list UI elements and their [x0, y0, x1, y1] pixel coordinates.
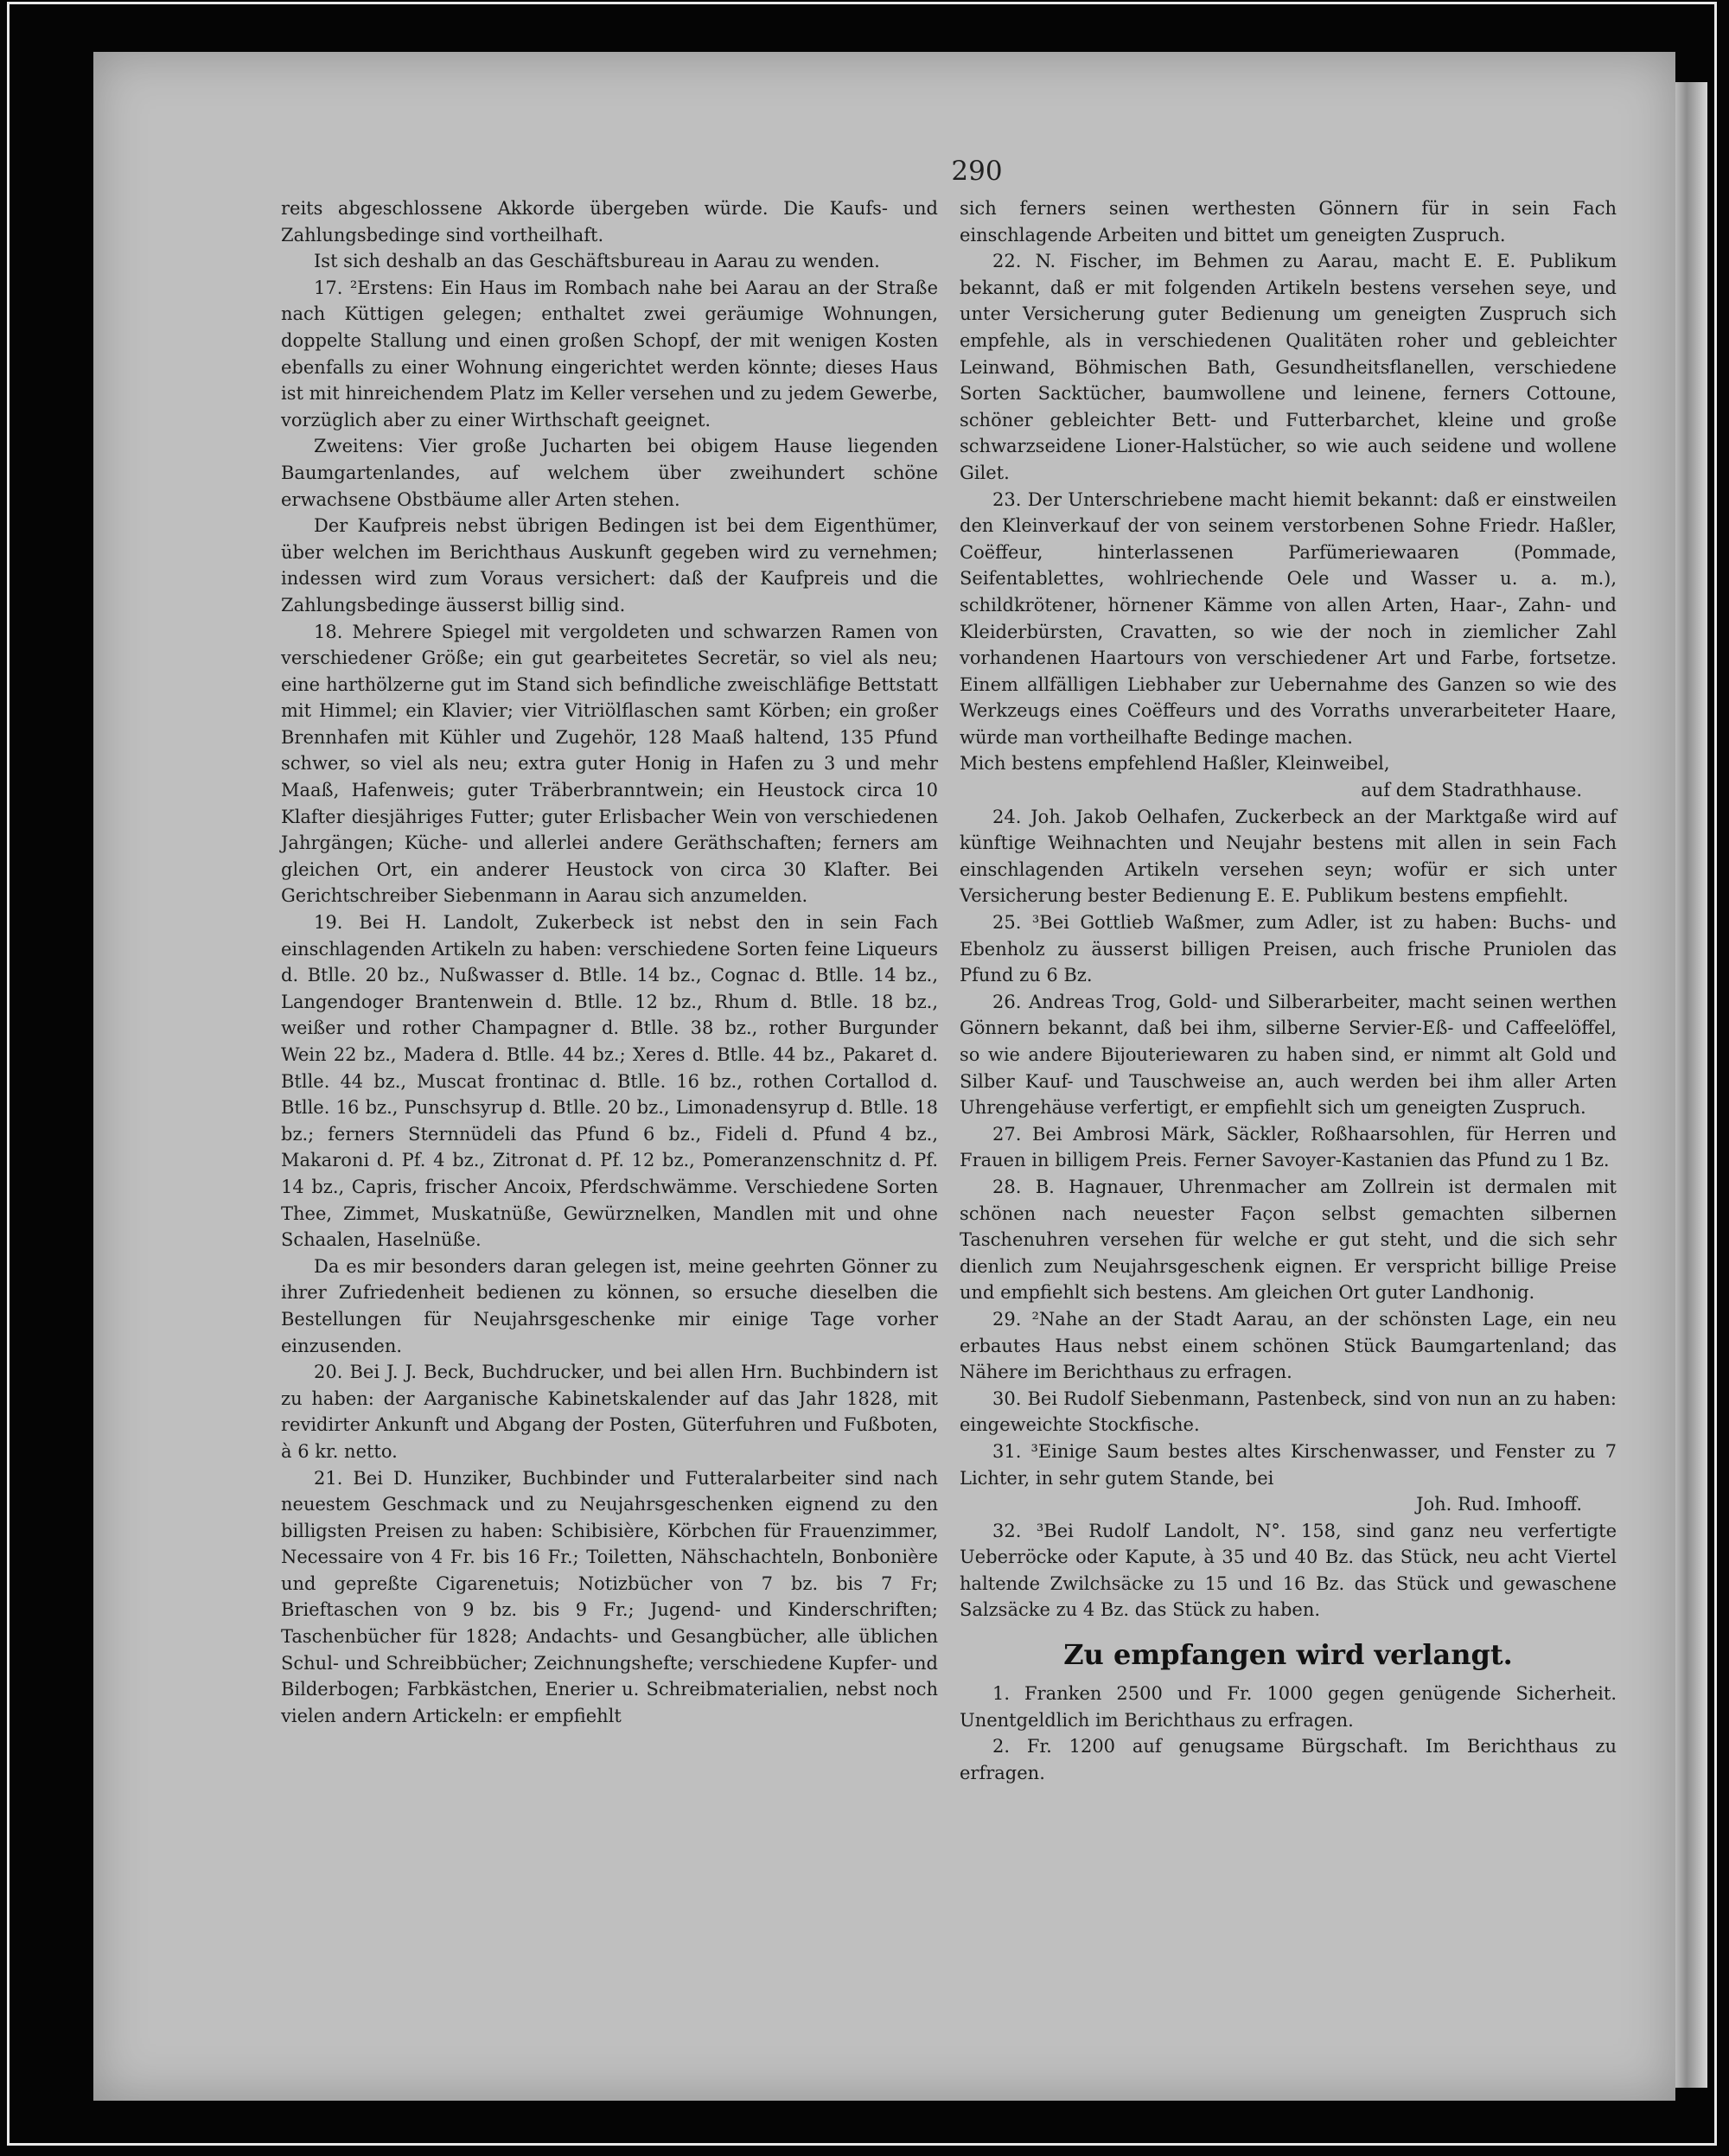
- paragraph: 29. ²Nahe an der Stadt Aarau, an der schönsten Lage, ein neu erbautes Haus nebst einem schönen Stück Baumgartenland; das Nähere im Berichthaus zu erfragen.: [960, 1308, 1617, 1383]
- paragraph: Da es mir besonders daran gelegen ist, meine geehrten Gönner zu ihrer Zufriedenheit bedienen zu können, so ersuche dieselben die Bestellungen für Neujahrsgeschenke mir einige Tage vorher einzusenden.: [281, 1255, 938, 1356]
- paragraph: sich ferners seinen werthesten Gönnern für in sein Fach einschlagende Arbeiten und bittet um geneigten Zuspruch.: [960, 198, 1617, 246]
- paragraph: reits abgeschlossene Akkorde übergeben würde. Die Kaufs- und Zahlungsbedinge sind vortheilhaft.: [281, 198, 938, 246]
- paragraph: 1. Franken 2500 und Fr. 1000 gegen genügende Sicherheit. Unentgeldlich im Berichthaus zu erfragen.: [960, 1683, 1617, 1731]
- section-heading: Zu empfangen wird verlangt.: [1063, 1638, 1513, 1672]
- signature-line: auf dem Stadrathhause.: [1361, 780, 1582, 801]
- paragraph: 24. Joh. Jakob Oelhafen, Zuckerbeck an der Marktgaße wird auf künftige Weihnachten und Neujahr bestens mit allen in sein Fach einschlagenden Artikeln versehen seyn; wofür er sich unter Versicherung bester Bedienung E. E. Publikum bestens empfiehlt.: [960, 806, 1617, 907]
- frame-border-right: [1714, 2, 1717, 2144]
- paragraph: 28. B. Hagnauer, Uhrenmacher am Zollrein ist dermalen mit schönen nach neuester Façon selbst gemachten silbernen Taschenuhren versehen für welche er gut steht, und die sich sehr dienlich zum Neujahrsgeschenk eignen. Er verspricht billige Preise und empfiehlt sich bestens. Am gleichen Ort guter Landhonig.: [960, 1176, 1617, 1304]
- paragraph: 32. ³Bei Rudolf Landolt, N°. 158, sind ganz neu verfertigte Ueberröcke oder Kapute, à 35 und 40 Bz. das Stück, neu acht Viertel haltende Zwilchsäcke zu 15 und 16 Bz. das Stück und gewaschene Salzsäcke zu 4 Bz. das Stück zu haben.: [960, 1520, 1617, 1621]
- paragraph: 25. ³Bei Gottlieb Waßmer, zum Adler, ist zu haben: Buchs- und Ebenholz zu äusserst billigen Preisen, auch frische Pruniolen das Pfund zu 6 Bz.: [960, 912, 1617, 986]
- signature-line: Joh. Rud. Imhooff.: [1416, 1494, 1582, 1515]
- paragraph: Zweitens: Vier große Jucharten bei obigem Hause liegenden Baumgartenlandes, auf welchem über zweihundert schöne erwachsene Obstbäume aller Arten stehen.: [281, 436, 938, 510]
- paragraph: 20. Bei J. J. Beck, Buchdrucker, und bei allen Hrn. Buchbindern ist zu haben: der Aarganische Kabinetskalender auf das Jahr 1828, mit revidirter Ankunft und Abgang der Posten, Güterfuhren und Fußboten, à 6 kr. netto.: [281, 1362, 938, 1462]
- left-column: [281, 195, 938, 1729]
- paragraph: Ist sich deshalb an das Geschäftsbureau in Aarau zu wenden.: [314, 251, 880, 272]
- paragraph: 21. Bei D. Hunziker, Buchbinder und Futteralarbeiter sind nach neuestem Geschmack und zu Neujahrsgeschenken eignend zu den billigsten Preisen zu haben: Schibisière, Körbchen für Frauenzimmer, Necessaire von 4 Fr. bis 16 Fr.; Toiletten, Nähschachteln, Bonbonière und gepreßte Cigarenetuis; Notizbücher von 7 bz. bis 7 Fr; Brieftaschen von 9 bz. bis 9 Fr.; Jugend- und Kinderschriften; Taschenbücher für 1828; Andachts- und Gesangbücher, alle üblichen Schul- und Schreibbücher; Zeichnungshefte; verschiedene Kupfer- und Bilderbogen; Farbkästchen, Enerier u. Schreibmaterialien, nebst noch vielen andern Artickeln: er empfiehlt: [281, 1467, 938, 1726]
- page-number: 290: [951, 156, 1003, 187]
- frame-border-bottom: [7, 2143, 1717, 2146]
- paragraph: 2. Fr. 1200 auf genugsame Bürgschaft. Im Berichthaus zu erfragen.: [960, 1736, 1617, 1783]
- paragraph: 19. Bei H. Landolt, Zukerbeck ist nebst den in sein Fach einschlagenden Artikeln zu haben: verschiedene Sorten feine Liqueurs d. Btlle. 20 bz., Nußwasser d. Btlle. 14 bz., Cognac d. Btlle. 14 bz., Langendoger Brantenwein d. Btlle. 12 bz., Rhum d. Btlle. 18 bz., weißer und rother Champagner d. Btlle. 38 bz., rother Burgunder Wein 22 bz., Madera d. Btlle. 44 bz.; Xeres d. Btlle. 44 bz., Pakaret d. Btlle. 44 bz., Muscat frontinac d. Btlle. 16 bz., rothen Cortallod d. Btlle. 16 bz., Punschsyrup d. Btlle. 20 bz., Limonadensyrup d. Btlle. 18 bz.; ferners Sternnüdeli das Pfund 6 bz., Fideli d. Pfund 4 bz., Makaroni d. Pf. 4 bz., Zitronat d. Pf. 12 bz., Pomeranzenschnitz d. Pf. 14 bz., Capris, frischer Ancoix, Pferdschwämme. Verschiedene Sorten Thee, Zimmet, Muskatnüße, Gewürznelken, Mandlen mit und ohne Schaalen, Haselnüße.: [281, 912, 938, 1251]
- paragraph: 27. Bei Ambrosi Märk, Säckler, Roßhaarsohlen, für Herren und Frauen in billigem Preis. Ferner Savoyer-Kastanien das Pfund zu 1 Bz.: [960, 1123, 1617, 1171]
- paragraph: 30. Bei Rudolf Siebenmann, Pastenbeck, sind von nun an zu haben: eingeweichte Stockfische.: [960, 1387, 1617, 1436]
- paragraph: 23. Der Unterschriebene macht hiemit bekannt: daß er einstweilen den Kleinverkauf der von seinem verstorbenen Sohne Friedr. Haßler, Coëffeur, hinterlassenen Parfümeriewaaren (Pommade, Seifentablettes, wohlriechende Oele und Wasser u. a. m.), schildkrötener, hörnener Kämme von allen Arten, Haar-, Zahn- und Kleiderbürsten, Cravatten, so wie der noch in ziemlicher Zahl vorhandenen Haartours von verschiedener Art und Farbe, fortsetze. Einem allfälligen Liebhaber zur Uebernahme des Ganzen so wie des Werkzeugs eines Coëffeurs und des Vorraths unverarbeiteter Haare, würde man vortheilhafte Bedinge machen.: [960, 488, 1617, 748]
- paragraph: 18. Mehrere Spiegel mit vergoldeten und schwarzen Ramen von verschiedener Größe; ein gut gearbeitetes Secretär, so viel als neu; eine harthölzerne gut im Stand sich befindliche zweischläfige Bettstatt mit Himmel; ein Klavier; vier Vitriölflaschen samt Körben; ein großer Brennhafen mit Kühler und Zugehör, 128 Maaß haltend, 135 Pfund schwer, so viel als neu; extra guter Honig in Hafen zu 3 und mehr Maaß, Hafenweis; guter Träberbranntwein; ein Heustock circa 10 Klafter diesjähriges Futter; guter Erlisbacher Wein von verschiedenen Jahrgängen; Küche- und allerlei andere Geräthschaften; ferners am gleichen Ort, ein anderer Heustock von circa 30 Klafter. Bei Gerichtschreiber Siebenmann in Aarau sich anzumelden.: [281, 621, 938, 907]
- paragraph: 31. ³Einige Saum bestes altes Kirschenwasser, und Fenster zu 7 Lichter, in sehr gutem Stande, bei: [960, 1440, 1617, 1489]
- paragraph: Mich bestens empfehlend Haßler, Kleinweibel,: [960, 753, 1390, 775]
- frame-border-top: [7, 2, 1717, 4]
- right-column: [960, 195, 1617, 1786]
- paragraph: 22. N. Fischer, im Behmen zu Aarau, macht E. E. Publikum bekannt, daß er mit folgenden Artikeln bestens versehen seye, und unter Versicherung guter Bedienung um geneigten Zuspruch sich empfehle, als in verschiedenen Qualitäten roher und gebleichter Leinwand, Böhmischen Bath, Gesundheitsflanellen, verschiedene Sorten Sacktücher, baumwollene und leinene, ferners Cottoune, schöner gebleichter Bett- und Futterbarchet, kleine und große schwarzseidene Lioner-Halstücher, so wie auch seidene und wollene Gilet.: [960, 251, 1617, 483]
- paragraph: 26. Andreas Trog, Gold- und Silberarbeiter, macht seinen werthen Gönnern bekannt, daß bei ihm, silberne Servier-Eß- und Caffeelöffel, so wie andere Bijouteriewaren zu haben sind, er nimmt alt Gold und Silber Kauf- und Tauschweise an, auch werden bei ihm aller Arten Uhrengehäuse verfertigt, er empfiehlt sich um geneigten Zuspruch.: [960, 991, 1617, 1119]
- paragraph: Der Kaufpreis nebst übrigen Bedingen ist bei dem Eigenthümer, über welchen im Berichthaus Auskunft gegeben wird zu vernehmen; indessen wird zum Voraus versichert: daß der Kaufpreis und die Zahlungsbedinge äusserst billig sind.: [281, 515, 938, 616]
- paragraph: 17. ²Erstens: Ein Haus im Rombach nahe bei Aarau an der Straße nach Küttigen gelegen; enthaltet zwei geräumige Wohnungen, doppelte Stallung und einen großen Schopf, der mit wenigen Kosten ebenfalls zu einer Wohnung eingerichtet werden könnte; dieses Haus ist mit hinreichendem Platz im Keller versehen und zu jedem Gewerbe, vorzüglich aber zu einer Wirthschaft geeignet.: [281, 277, 938, 431]
- frame-border-left: [7, 2, 10, 2144]
